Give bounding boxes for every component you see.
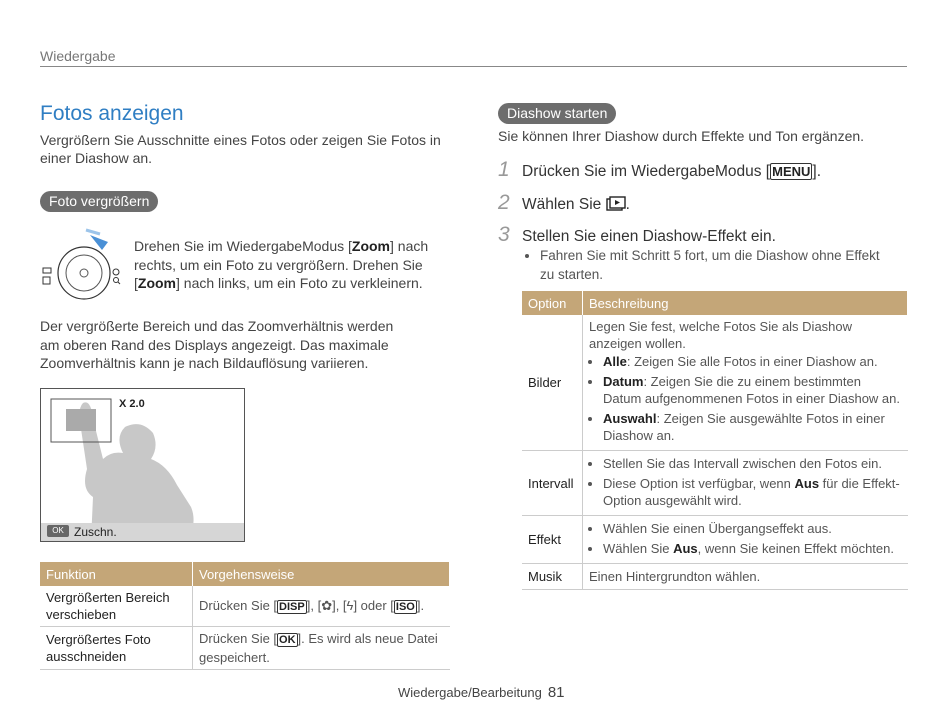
- table-row: [40, 627, 450, 670]
- option-effekt: Effekt: [522, 516, 583, 564]
- table-cell: • Stellen Sie das Intervall zwischen den Fotos ein. • Diese Option ist verfügbar, wenn Aus für die Effekt-Option ausgewählt wird.: [583, 451, 908, 516]
- step-2: 2 Wählen Sie .: [498, 191, 630, 214]
- step-3: 3 Stellen Sie einen Diashow-Effekt ein.: [498, 223, 776, 246]
- section-pill-slideshow: Diashow starten: [498, 103, 616, 124]
- section-pill-zoom: Foto vergrößern: [40, 191, 158, 212]
- table-header: Funktion: [40, 562, 193, 586]
- page-title: Fotos anzeigen: [40, 102, 184, 125]
- table-row: [522, 564, 908, 590]
- table-header-row: [522, 291, 908, 315]
- section-header: Wiedergabe: [40, 48, 907, 67]
- flash-key-icon: ϟ: [346, 597, 354, 613]
- slideshow-play-icon: [606, 196, 626, 212]
- table-header: Beschreibung: [583, 291, 908, 315]
- table-row: [40, 586, 450, 627]
- table-header-row: [40, 562, 450, 586]
- zoom-paragraph: Der vergrößerte Bereich und das Zoomverhältnis werden am oberen Rand des Displays angezeigt. Das maximale Zoomverhältnis kann je nach Bildauflösung variieren.: [40, 318, 394, 371]
- disp-key-icon: DISP: [279, 600, 305, 613]
- table-header: Vorgehensweise: [193, 562, 450, 586]
- table-cell: Vergrößerten Bereich verschieben: [40, 586, 193, 627]
- option-musik: Musik: [522, 564, 583, 590]
- crop-label: Zuschn.: [74, 525, 117, 539]
- ok-button-icon: OK: [47, 525, 69, 537]
- option-intervall: Intervall: [522, 451, 583, 516]
- iso-key-icon: ISO: [395, 600, 415, 613]
- table-row: [522, 315, 908, 451]
- child-silhouette-image: [41, 389, 244, 541]
- option-bilder: Bilder: [522, 315, 583, 451]
- page-footer: [398, 684, 565, 701]
- table-cell: Drücken Sie [ DISP ], [✿], [ϟ] oder [ ISO ].: [193, 586, 450, 627]
- camera-screen-illustration: [40, 388, 245, 542]
- table-cell: Drücken Sie [ OK ]. Es wird als neue Datei gespeichert.: [193, 627, 450, 670]
- table-row: [522, 451, 908, 516]
- table-header: Option: [522, 291, 583, 315]
- page-number: 81: [547, 684, 565, 701]
- step-1: 1 Drücken Sie im WiedergabeModus [ MENU ].: [498, 158, 822, 181]
- zoom-ratio-label: X 2.0: [119, 398, 145, 410]
- intro-text: Vergrößern Sie Ausschnitte eines Fotos oder zeigen Sie Fotos in einer Diashow an.: [40, 132, 441, 166]
- zoom-key-1: Zoom: [351, 238, 390, 254]
- slideshow-options-table: [522, 291, 908, 590]
- ok-key-icon: OK: [279, 634, 296, 646]
- step-3-note: • Fahren Sie mit Schritt 5 fort, um die Diashow ohne Effekt zu starten.: [526, 246, 896, 287]
- footer-section: Wiedergabe/Bearbeitung: [398, 685, 542, 700]
- zoom-dial-icon: [40, 226, 128, 304]
- screen-bottom-bar: [41, 523, 244, 541]
- menu-key-icon: MENU: [772, 164, 811, 179]
- table-cell: Legen Sie fest, welche Fotos Sie als Diashow anzeigen wollen. • Alle: Zeigen Sie alle Fotos in einer Diashow an. • Datum: Zeigen Sie die zu einem bestimmten Datum aufgenommenen Fotos in einer Diashow an. • Auswahl: Zeigen Sie ausgewählte Fotos in einer Diashow an.: [583, 315, 908, 451]
- zoom-description: Drehen Sie im WiedergabeModus [Zoom] nach rechts, um ein Foto zu vergrößern. Drehen Sie [Zoom] nach links, um ein Foto zu verkleinern.: [134, 238, 429, 291]
- table-cell: Vergrößertes Foto ausschneiden: [40, 627, 193, 670]
- macro-key-icon: ✿: [321, 597, 333, 613]
- table-row: [522, 516, 908, 564]
- zoom-function-table: [40, 562, 450, 670]
- slideshow-subtitle: Sie können Ihrer Diashow durch Effekte und Ton ergänzen.: [498, 128, 865, 144]
- table-cell: Einen Hintergrundton wählen.: [583, 564, 908, 590]
- zoom-key-2: Zoom: [137, 275, 176, 291]
- table-cell: • Wählen Sie einen Übergangseffekt aus. • Wählen Sie Aus, wenn Sie keinen Effekt möchten.: [583, 516, 908, 564]
